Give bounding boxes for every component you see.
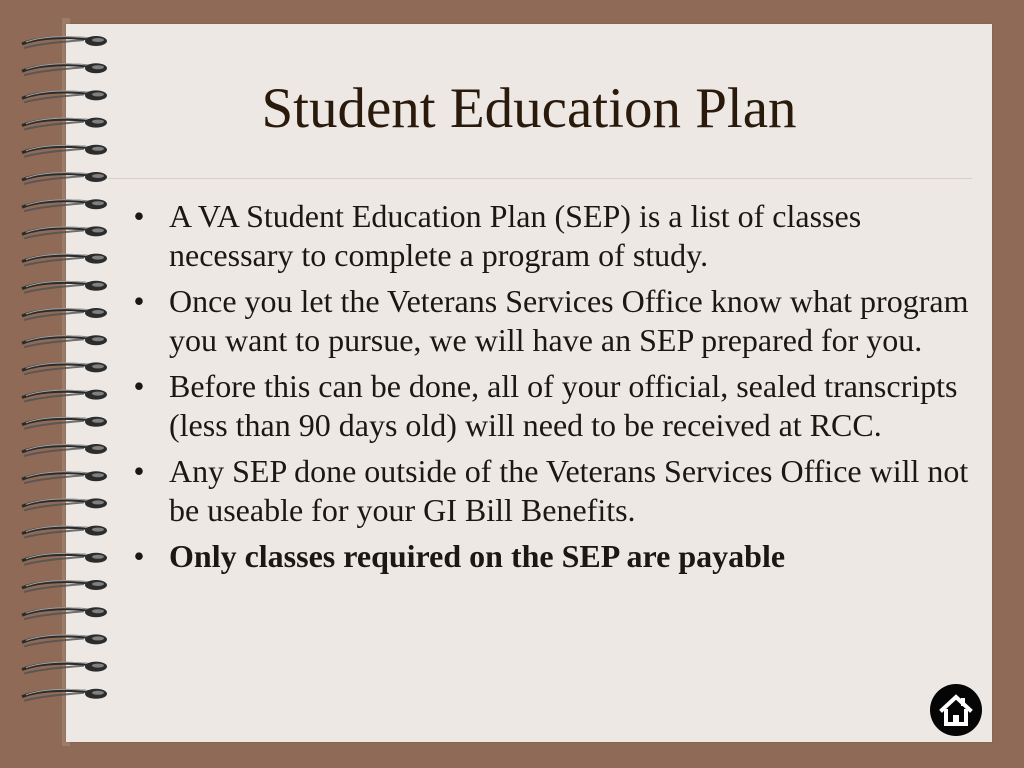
bullet-item-emphasis — [129, 537, 969, 576]
bullet-text-bold: Only classes required on the SEP are payable — [169, 538, 786, 574]
bullet-marker: • — [133, 453, 145, 489]
bullet-item — [129, 282, 969, 360]
home-icon — [930, 684, 982, 736]
bullet-marker: • — [133, 368, 145, 404]
slide-title: Student Education Plan — [261, 77, 797, 140]
bullet-item — [129, 197, 969, 275]
bullet-text: Any SEP done outside of the Veterans Services Office will not be useable for your GI Bill Benefits. — [169, 453, 969, 528]
bullet-item — [129, 367, 969, 445]
bullet-marker: • — [133, 283, 145, 319]
bullet-text: A VA Student Education Plan (SEP) is a list of classes necessary to complete a program of study. — [169, 198, 862, 273]
bullet-item — [129, 452, 969, 530]
bullet-marker: • — [133, 538, 145, 574]
home-button[interactable] — [930, 684, 982, 736]
bullet-text: Once you let the Veterans Services Office know what program you want to pursue, we will have an SEP prepared for you. — [169, 283, 969, 358]
bullet-marker: • — [133, 198, 145, 234]
spiral-binding-icon — [18, 30, 112, 745]
bullet-list — [129, 197, 969, 583]
title-divider — [108, 178, 972, 179]
bullet-text: Before this can be done, all of your official, sealed transcripts (less than 90 days old) will need to be received at RCC. — [169, 368, 958, 443]
